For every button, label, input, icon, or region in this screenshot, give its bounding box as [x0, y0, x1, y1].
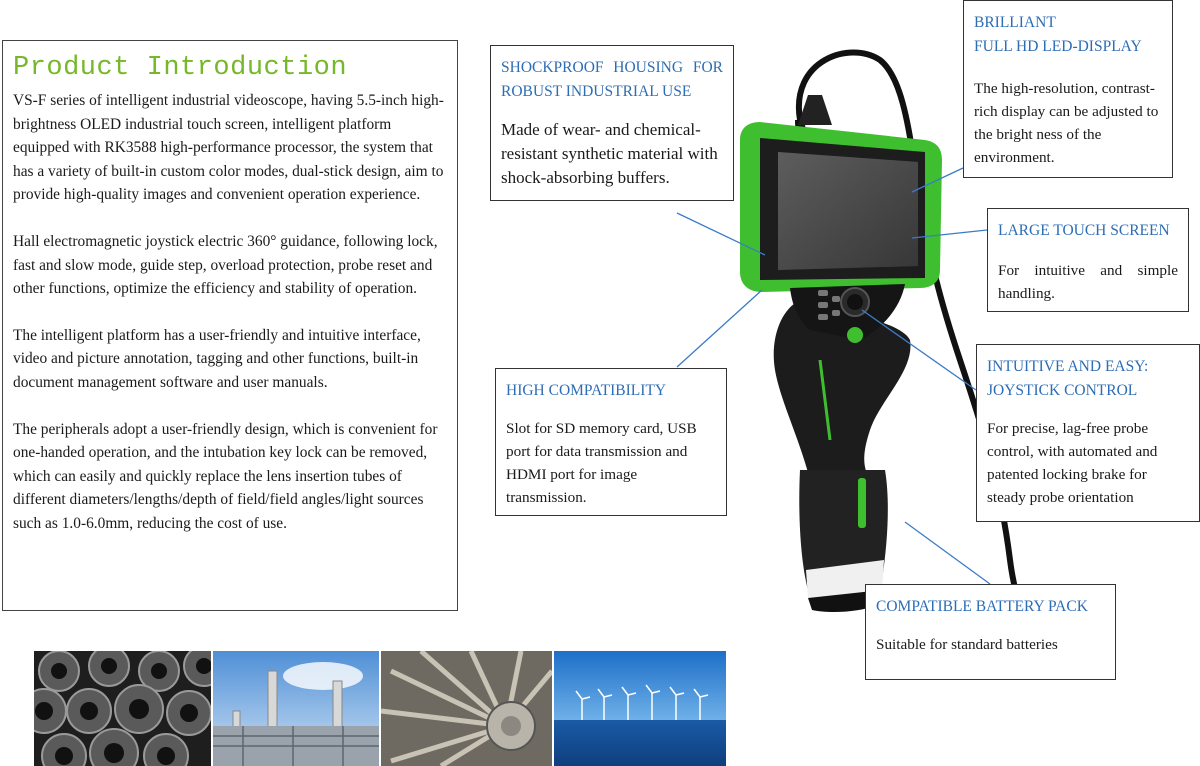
callout-body: Slot for SD memory card, USB port for data transmission and HDMI port for image transmission. [506, 420, 697, 506]
leader-display [912, 168, 963, 192]
callout-body: Suitable for standard batteries [876, 636, 1058, 653]
callout-joystick-control [976, 344, 1200, 522]
callout-shockproof-housing [490, 45, 734, 201]
callout-high-compatibility [495, 368, 727, 516]
leader-battery [905, 522, 990, 584]
callout-heading-line2: FULL HD LED-DISPLAY [974, 38, 1142, 55]
callout-body: For intuitive and simple handling. [998, 262, 1178, 302]
turbine-engine-photo [381, 651, 552, 766]
callout-heading-line1: INTUITIVE AND EASY: [987, 358, 1149, 375]
callout-heading: HIGH COMPATIBILITY [506, 382, 667, 399]
intro-paragraph: The intelligent platform has a user-friendly and intuitive interface, video and picture annotation, tagging and other functions, built-in document management software and user manuals. [13, 326, 421, 391]
callout-body: The high-resolution, contrast-rich display can be adjusted to the bright ness of the environment. [974, 80, 1159, 166]
offshore-wind-farm-photo [554, 651, 726, 766]
callout-led-display [963, 0, 1173, 178]
power-plant-photo [213, 651, 379, 766]
intro-title: Product Introduction [13, 53, 348, 83]
intro-paragraph: Hall electromagnetic joystick electric 360° guidance, following lock, fast and slow mode, guide step, overload protection, probe reset and other functions, optimize the efficiency and stability of operation. [13, 232, 438, 298]
callout-heading: COMPATIBLE BATTERY PACK [876, 598, 1088, 615]
callout-touch-screen [987, 208, 1189, 312]
leader-shockproof [677, 213, 765, 255]
callout-heading: SHOCKPROOF HOUSING FOR ROBUST INDUSTRIAL USE [501, 59, 723, 100]
leader-compat [677, 290, 762, 367]
intro-paragraph: VS-F series of intelligent industrial videoscope, having 5.5-inch high-brightness OLED industrial touch screen, intelligent platform equipped with RK3588 high-performance processor, the system that has a variety of built-in custom color modes, dual-stick design, aim to provide high-quality images and convenient operation experience. [13, 92, 444, 204]
leader-touch [912, 230, 987, 238]
callout-body: Made of wear- and chemical-resistant synthetic material with shock-absorbing buffers. [501, 120, 718, 187]
intro-paragraph: The peripherals adopt a user-friendly design, which is convenient for one-handed operation, and the intubation key lock can be removed, which can easily and quickly replace the lens insertion tubes of different diameters/lengths/depth of field/field angles/light sources such as 1.0-6.0mm, reducing the cost of use. [13, 420, 438, 532]
metal-flanges-photo [34, 651, 211, 766]
callout-battery-pack [865, 584, 1116, 680]
callout-heading-line2: JOYSTICK CONTROL [987, 382, 1138, 399]
callout-heading: LARGE TOUCH SCREEN [998, 222, 1170, 239]
callout-heading-line1: BRILLIANT [974, 14, 1056, 31]
leader-joystick [862, 310, 976, 390]
callout-body: For precise, lag-free probe control, with automated and patented locking brake for steady probe orientation [987, 420, 1158, 506]
